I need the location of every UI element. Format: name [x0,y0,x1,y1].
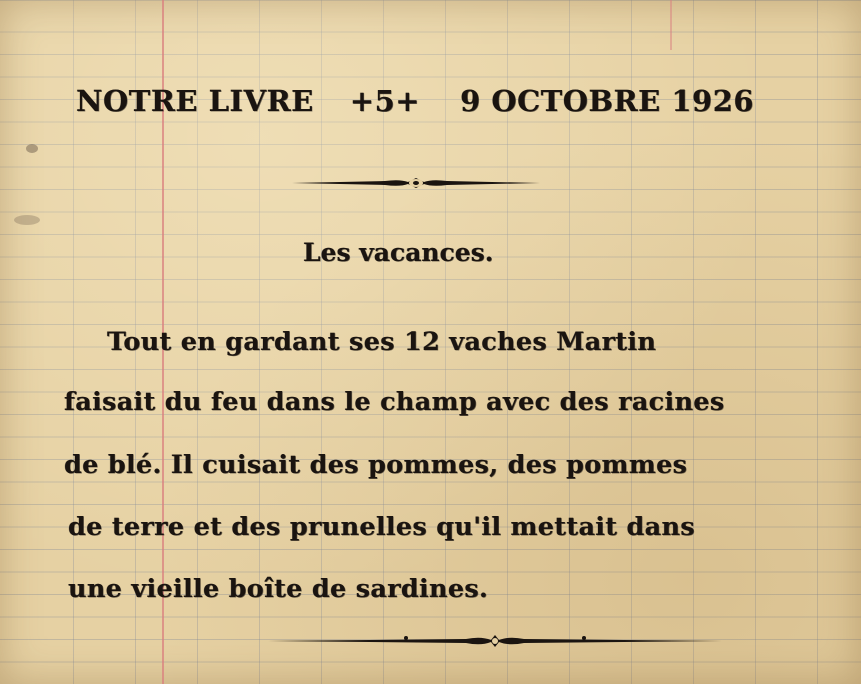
section-title: Les vacances. [303,238,494,267]
issue-number: +5+ [349,84,421,118]
ornament-divider-icon [266,630,724,652]
body-line: Tout en gardant ses 12 vaches Martin [107,327,657,357]
body-line: de blé. Il cuisait des pommes, des pommes [64,450,688,480]
punch-hole [14,215,40,225]
margin-rule-top-right [670,0,672,50]
issue-date: 9 OCTOBRE 1926 [460,84,755,118]
page-header [76,84,754,118]
punch-hole [26,144,38,153]
body-line: une vieille boîte de sardines. [68,574,489,604]
publication-title: NOTRE LIVRE [76,84,314,118]
ornament-divider-icon [290,172,542,194]
body-line: faisait du feu dans le champ avec des racines [64,387,725,417]
body-line: de terre et des prunelles qu'il mettait dans [68,512,695,542]
